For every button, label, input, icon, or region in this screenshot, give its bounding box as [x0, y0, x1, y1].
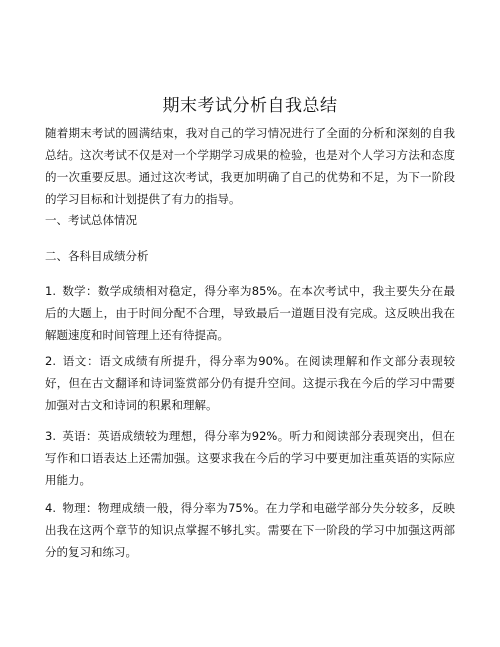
- subject-text: 物理：物理成绩一般，得分率为75%。在力学和电磁学部分失分较多，反映出我在这两个章节的知识点掌握不够扎实。需要在下一阶段的学习中加强这两部分的复习和练习。: [45, 501, 455, 559]
- subject-text: 数学：数学成绩相对稳定，得分率为85%。在本次考试中，我主要失分在最后的大题上，由于时间分配不合理，导致最后一道题目没有完成。这反映出我在解题速度和时间管理上还有待提高。: [45, 284, 455, 342]
- subject-text: 语文：语文成绩有所提升，得分率为90%。在阅读理解和作文部分表现较好，但在古文翻译和诗词鉴赏部分仍有提升空间。这提示我在今后的学习中需要加强对古文和诗词的积累和理解。: [45, 354, 455, 412]
- section-heading-overall: 一、考试总体情况: [45, 213, 137, 227]
- page-title: 期末考试分析自我总结: [162, 96, 338, 117]
- list-number: 4.: [45, 501, 56, 515]
- subject-paragraph-physics: [45, 497, 455, 563]
- list-number: 1.: [45, 284, 56, 298]
- list-number: 3.: [45, 429, 56, 443]
- subject-text: 英语：英语成绩较为理想，得分率为92%。听力和阅读部分表现突出，但在写作和口语表达上还需加强。这要求我在今后的学习中要更加注重英语的实际应用能力。: [45, 429, 455, 487]
- subject-paragraph-chinese: [45, 350, 455, 416]
- intro-paragraph: 随着期末考试的圆满结束，我对自己的学习情况进行了全面的分析和深刻的自我总结。这次考试不仅是对一个学期学习成果的检验，也是对个人学习方法和态度的一次重要反思。通过这次考试，我更加明确了自己的优势和不足，为下一阶段的学习目标和计划提供了有力的指导。: [45, 126, 455, 206]
- subject-paragraph-english: [45, 425, 455, 491]
- subject-paragraph-math: [45, 280, 455, 346]
- list-number: 2.: [45, 354, 56, 368]
- section-heading-subjects: 二、各科目成绩分析: [45, 249, 149, 263]
